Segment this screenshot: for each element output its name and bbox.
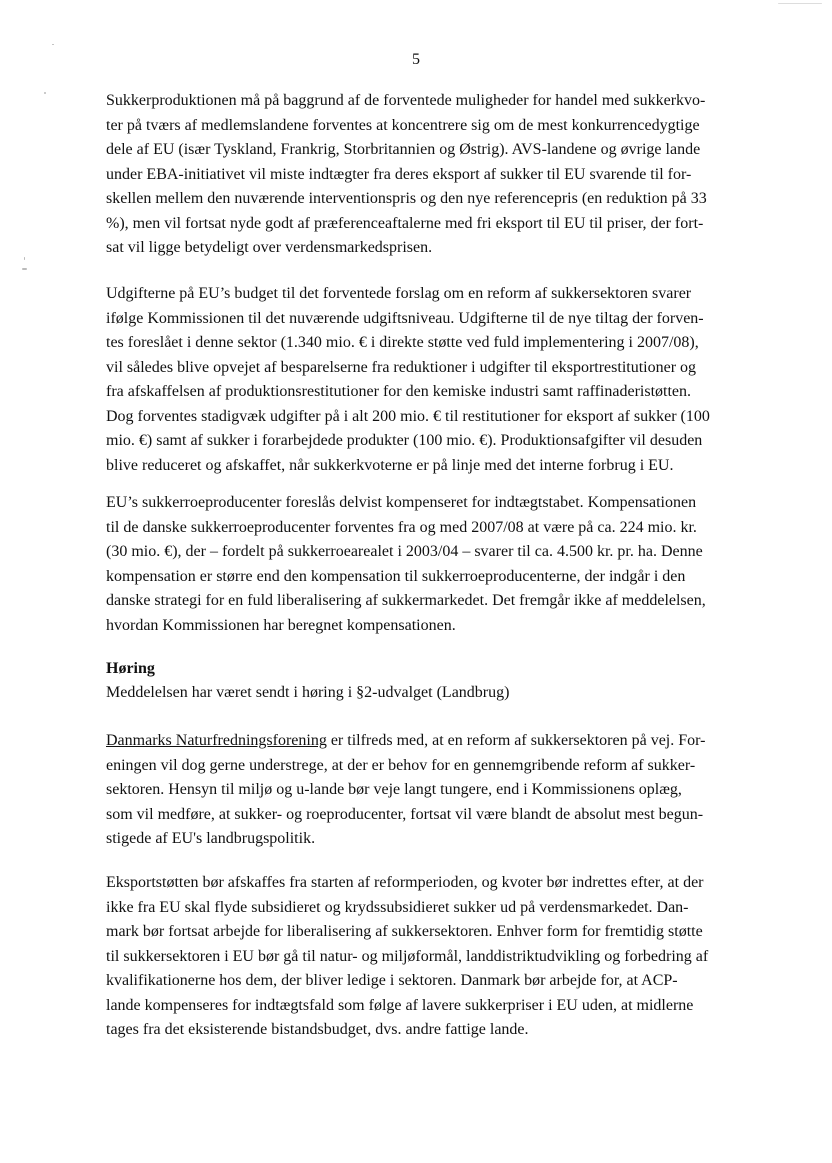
text-line: mark bør fortsat arbejde for liberalisering af sukkersektoren. Enhver form for fremtidig støtte <box>106 923 703 940</box>
text-line: til de danske sukkerroeproducenter forventes fra og med 2007/08 at være på ca. 224 mio. kr. <box>106 518 697 536</box>
paragraph-export-support <box>106 871 746 1043</box>
text-line: %), men vil fortsat nyde godt af præferenceaftalerne med fri eksport til EU til priser, der fort- <box>106 214 704 232</box>
text-line: (30 mio. €), der – fordelt på sukkerroearealet i 2003/04 – svarer til ca. 4.500 kr. pr. ha. Denne <box>106 543 703 560</box>
text-line <box>106 729 746 754</box>
text-line: tes foreslået i denne sektor (1.340 mio. € i direkte støtte ved fuld implementering i 2007/08), <box>106 334 699 351</box>
text-line: EU’s sukkerroeproducenter foreslås delvist kompenseret for indtægtstabet. Kompensationen <box>106 494 697 511</box>
text-line: ifølge Kommissionen til det nuværende udgiftsniveau. Udgifterne til de nye tiltag der forven- <box>106 309 704 327</box>
text-line: ikke fra EU skal flyde subsidieret og krydssubsidieret sukker ud på verdensmarkedet. Dan- <box>106 898 689 916</box>
scan-speck <box>24 257 25 260</box>
text-line: Udgifterne på EU’s budget til det forventede forslag om en reform af sukkersektoren svarer <box>106 285 692 302</box>
text-line: Dog forventes stadigvæk udgifter på i alt 200 mio. € til restitutioner for eksport af sukker (100 <box>106 407 710 425</box>
scan-speck <box>22 268 27 270</box>
text-line: skellen mellem den nuværende interventionspris og den nye referencepris (en reduktion på 33 <box>106 190 707 207</box>
text-fragment: er tilfreds med, at en reform af sukkersektoren på vej. For- <box>326 732 706 749</box>
text-line: Eksportstøtten bør afskaffes fra starten af reformperioden, og kvoter bør indrettes efter, at der <box>106 874 704 891</box>
text-line: mio. €) samt af sukker i forarbejdede produkter (100 mio. €). Produktionsafgifter vil desuden <box>106 432 703 449</box>
scan-speck <box>52 44 54 45</box>
text-line: til sukkersektoren i EU bør gå til natur- og miljøformål, landdistriktudvikling og forbedring af <box>106 947 709 965</box>
text-line: dele af EU (især Tyskland, Frankrig, Storbritannien og Østrig). AVS-landene og øvrige lande <box>106 141 701 158</box>
text-line: ter på tværs af medlemslandene forventes at koncentrere sig om de mest konkurrencedygtige <box>106 116 700 134</box>
text-line: som vil medføre, at sukker- og roeproducenter, fortsat vil være blandt de absolut mest begun- <box>106 805 704 823</box>
scan-speck <box>778 3 822 4</box>
text-line: stigede af EU's landbrugspolitik. <box>106 830 316 847</box>
text-line: vil således blive opvejet af besparelserne fra reduktioner i udgifter til eksportrestitutioner og <box>106 358 697 376</box>
text-line: under EBA-initiativet vil miste indtægter fra deres eksport af sukker til EU svarende til for- <box>106 165 692 183</box>
text-line: Meddelelsen har været sendt i høring i §2-udvalget (Landbrug) <box>106 684 510 701</box>
organization-name: Danmarks Naturfredningsforening <box>106 732 327 749</box>
text-line: lande kompenseres for indtægtsfald som følge af lavere sukkerpriser i EU uden, at midlerne <box>106 996 694 1014</box>
text-line: fra afskaffelsen af produktionsrestitutioner for den kemiske industri samt raffinaderistøtten. <box>106 383 692 400</box>
text-line: hvordan Kommissionen har beregnet kompensationen. <box>106 616 456 634</box>
text-line: tages fra det eksisterende bistandsbudget, dvs. andre fattige lande. <box>106 1021 529 1038</box>
paragraph-eu-budget <box>106 282 746 478</box>
hearing-intro <box>106 681 746 706</box>
text-line: blive reduceret og afskaffet, når sukkerkvoterne er på linje med det interne forbrug i EU. <box>106 456 674 474</box>
text-line: Sukkerproduktionen må på baggrund af de forventede muligheder for handel med sukkerkvo- <box>106 92 706 109</box>
text-line: danske strategi for en fuld liberalisering af sukkermarkedet. Det fremgår ikke af meddelelsen, <box>106 592 706 609</box>
paragraph-sugar-production <box>106 89 746 261</box>
text-line: sat vil ligge betydeligt over verdensmarkedsprisen. <box>106 239 433 256</box>
paragraph-compensation <box>106 491 746 638</box>
page-number: 5 <box>412 51 420 68</box>
text-line: kvalifikationerne hos dem, der bliver ledige i sektoren. Danmark bør arbejde for, at ACP- <box>106 972 678 989</box>
section-heading-hearing: Høring <box>106 660 155 677</box>
text-line: sektoren. Hensyn til miljø og u-lande bør veje langt tungere, end i Kommissionens oplæg, <box>106 781 682 798</box>
paragraph-naturfredningsforening <box>106 729 746 852</box>
scan-speck <box>44 92 46 94</box>
text-line: eningen vil dog gerne understrege, at der er behov for en gennemgribende reform af sukker- <box>106 756 696 774</box>
text-line: kompensation er større end den kompensation til sukkerroeproducenterne, der indgår i den <box>106 567 686 585</box>
